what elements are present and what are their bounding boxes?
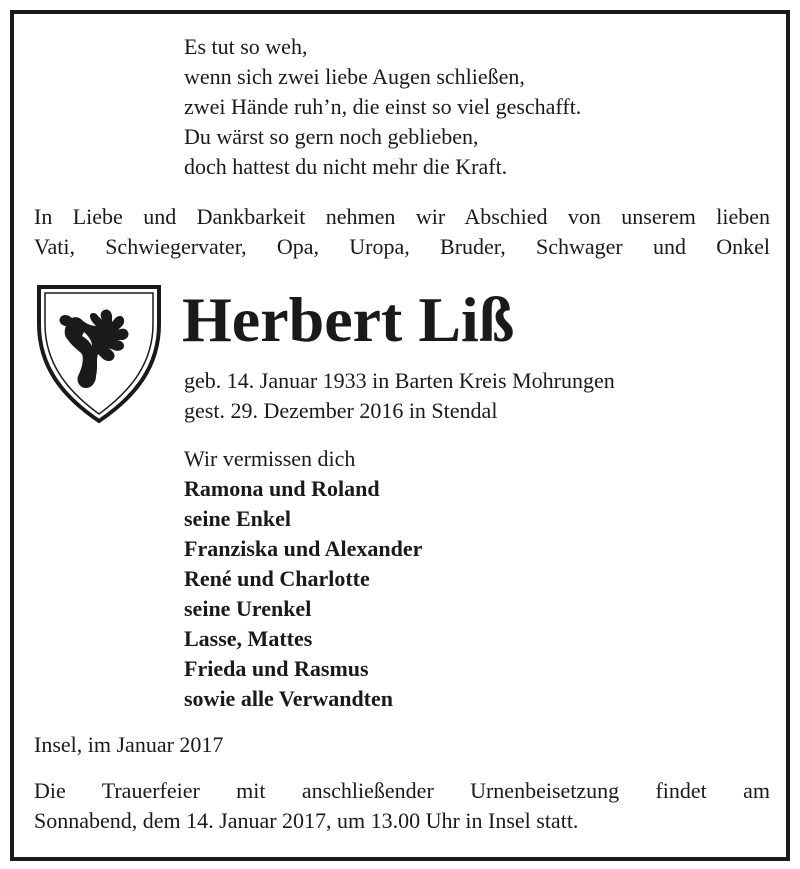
birth-date: geb. 14. Januar 1933 in Barten Kreis Mohrungen — [184, 368, 615, 393]
mourner-line: Ramona und Roland — [184, 476, 380, 501]
service-line: Die Trauerfeier mit anschließender Urnenbeisetzung findet am — [34, 778, 770, 803]
mourner-line: Lasse, Mattes — [184, 626, 313, 651]
mourner-line: sowie alle Verwandten — [184, 686, 393, 711]
mourner-line: seine Enkel — [184, 506, 291, 531]
elk-antler-crest-icon — [36, 284, 162, 424]
mourners-intro: Wir vermissen dich — [184, 446, 356, 471]
deceased-name: Herbert Liß — [182, 284, 515, 355]
death-date: gest. 29. Dezember 2016 in Stendal — [184, 398, 498, 423]
place-date: Insel, im Januar 2017 — [34, 732, 224, 757]
intro-line: Vati, Schwiegervater, Opa, Uropa, Bruder, Schwager und Onkel — [34, 234, 770, 259]
mourner-line: Frieda und Rasmus — [184, 656, 369, 681]
obituary-frame — [10, 10, 790, 861]
poem-line: doch hattest du nicht mehr die Kraft. — [184, 154, 508, 179]
mourners-list — [184, 444, 422, 714]
poem — [184, 32, 581, 182]
poem-line: Es tut so weh, — [184, 34, 308, 59]
life-dates — [184, 366, 615, 426]
poem-line: Du wärst so gern noch geblieben, — [184, 124, 479, 149]
mourner-line: seine Urenkel — [184, 596, 312, 621]
service-line: Sonnabend, dem 14. Januar 2017, um 13.00 Uhr in Insel statt. — [34, 808, 579, 833]
poem-line: wenn sich zwei liebe Augen schließen, — [184, 64, 525, 89]
mourner-line: René und Charlotte — [184, 566, 370, 591]
intro-text — [34, 202, 770, 262]
funeral-service-notice — [34, 776, 770, 836]
intro-line: In Liebe und Dankbarkeit nehmen wir Abschied von unserem lieben — [34, 204, 770, 229]
poem-line: zwei Hände ruh’n, die einst so viel geschafft. — [184, 94, 582, 119]
mourner-line: Franziska und Alexander — [184, 536, 423, 561]
